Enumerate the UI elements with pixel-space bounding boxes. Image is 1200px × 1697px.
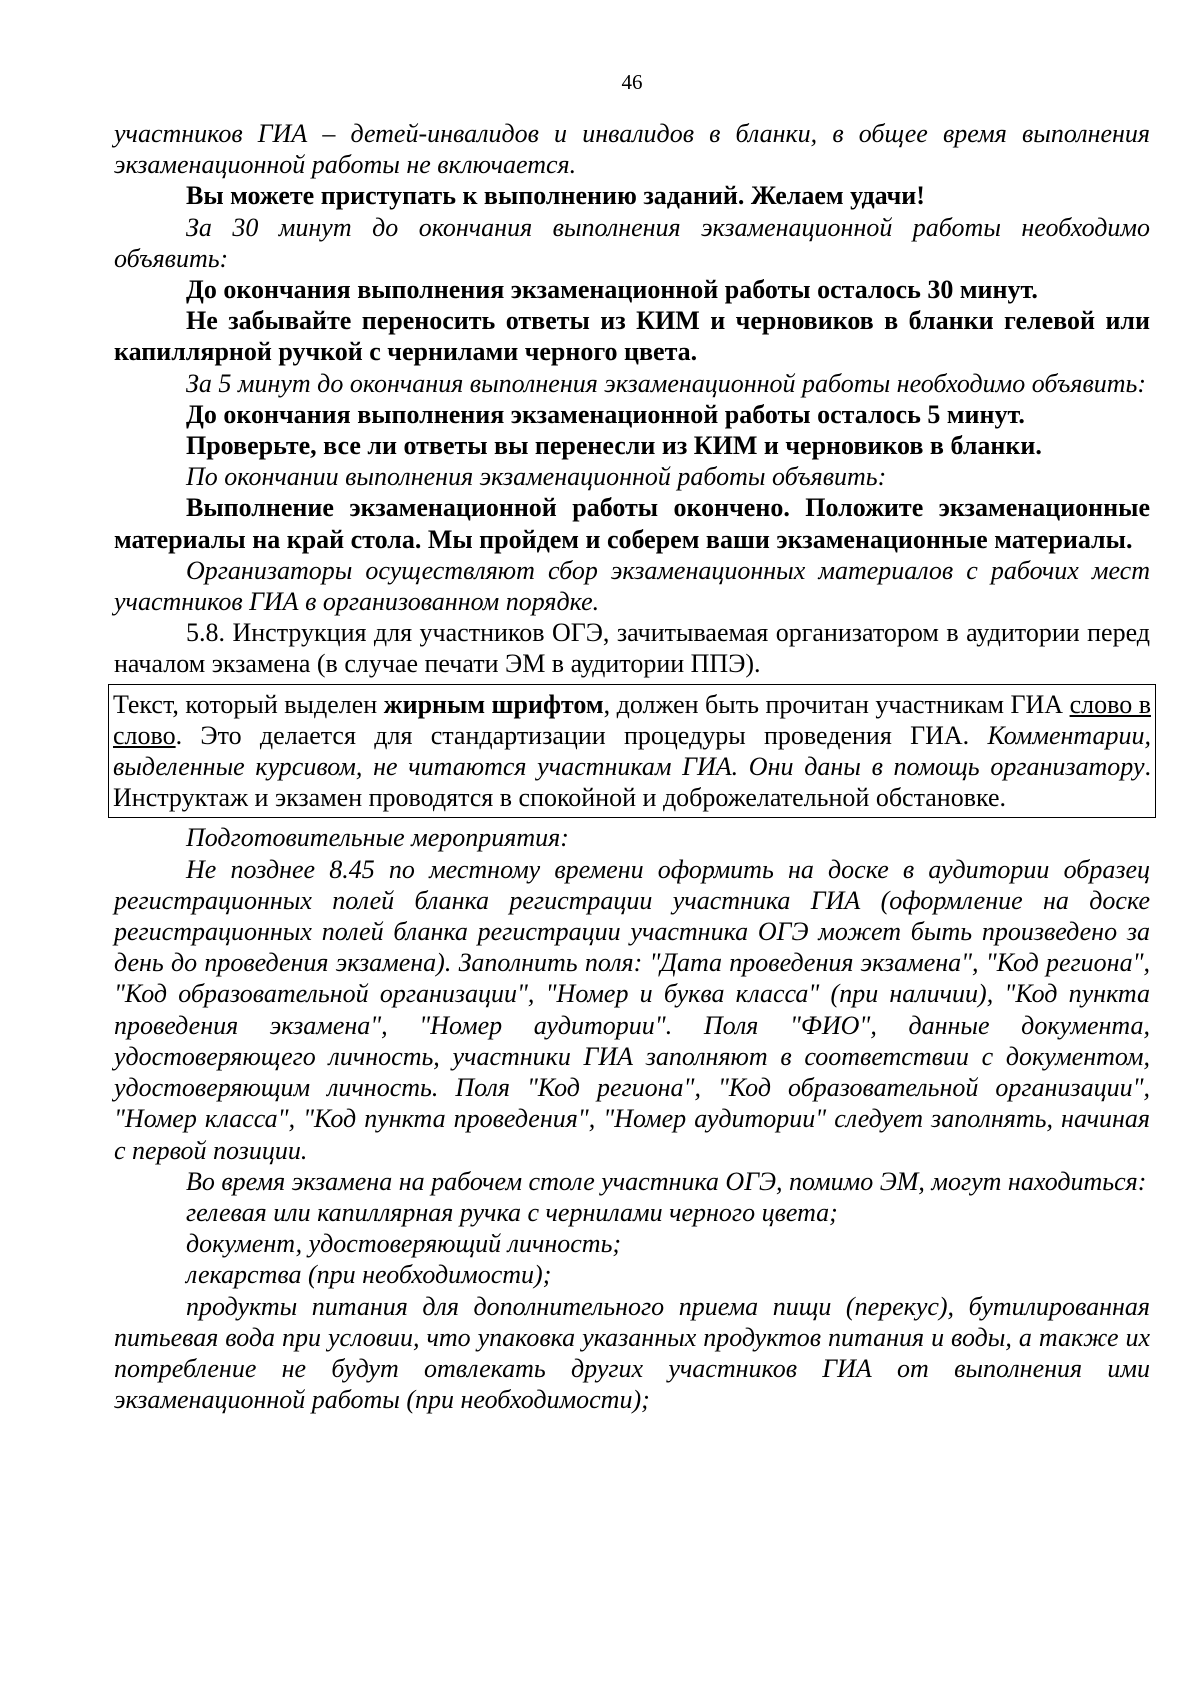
- box-text-underlined: слово в слово: [113, 689, 1151, 750]
- list-item-id-document: документ, удостоверяющий личность;: [186, 1229, 622, 1259]
- section-heading-5-8: 5.8. Инструкция для участников ОГЭ, зачитываемая организатором в аудитории перед началом экзамена (в случае печати ЭМ в аудитории ППЭ).: [114, 618, 1150, 679]
- box-text-3: , должен быть прочитан участникам ГИА: [603, 689, 1070, 719]
- box-text-7: . Инструктаж и экзамен проводятся в спокойной и доброжелательной обстановке.: [113, 752, 1151, 813]
- paragraph-intro: участников ГИА – детей-инвалидов и инвалидов в бланки, в общее время выполнения экзаменационной работы не включается.: [114, 119, 1150, 180]
- paragraph-preparation-text: Не позднее 8.45 по местному времени оформить на доске в аудитории образец регистрационных полей бланка регистрации участника ГИА (оформление на доске регистрационных полей бланка регистрации участника ОГЭ может быть произведено за день до проведения экзамена). Заполнить поля: "Дата проведения экзамена", "Код региона", "Код образовательной организации", "Номер и буква класса" (при наличии), "Код пункта проведения экзамена", "Номер аудитории". Поля "ФИО", данные документа, удостоверяющего личность, участники ГИА заполняют в соответствии с документом, удостоверяющим личность. Поля "Код региона", "Код образовательной организации", "Номер класса", "Код пункта проведения", "Номер аудитории" следует заполнять, начиная с первой позиции.: [114, 854, 1150, 1165]
- paragraph-transfer-reminder: Не забывайте переносить ответы из КИМ и черновиков в бланки гелевой или капиллярной ручкой с чернилами черного цвета.: [114, 306, 1150, 367]
- instruction-box-text: [113, 689, 1151, 814]
- paragraph-30-min-announcement: До окончания выполнения экзаменационной работы осталось 30 минут.: [186, 275, 1038, 305]
- paragraph-collection-note: Организаторы осуществляют сбор экзаменационных материалов с рабочих мест участников ГИА в организованном порядке.: [114, 555, 1150, 617]
- document-page: [114, 70, 1150, 1415]
- list-item-pen: гелевая или капиллярная ручка с чернилами черного цвета;: [186, 1197, 838, 1227]
- paragraph-5-min-note: За 5 минут до окончания выполнения экзаменационной работы необходимо объявить:: [186, 368, 1146, 398]
- box-text-bold: жирным шрифтом: [383, 689, 604, 719]
- paragraph-preparation-heading: Подготовительные мероприятия:: [186, 823, 569, 853]
- list-item-medicine: лекарства (при необходимости);: [186, 1260, 552, 1290]
- paragraph-check-reminder: Проверьте, все ли ответы вы перенесли из КИМ и черновиков в бланки.: [186, 431, 1042, 461]
- paragraph-end-note: По окончании выполнения экзаменационной работы объявить:: [186, 462, 887, 492]
- box-text-5: . Это делается для стандартизации процедуры проведения ГИА.: [175, 720, 988, 750]
- page-number: 46: [621, 70, 643, 94]
- box-text-1: Текст, который выделен: [113, 689, 384, 719]
- paragraph-desk-items-intro: Во время экзамена на рабочем столе участника ОГЭ, помимо ЭМ, могут находиться:: [186, 1166, 1147, 1196]
- box-text-italic: Комментарии, выделенные курсивом, не читаются участникам ГИА. Они даны в помощь организатору: [113, 720, 1151, 782]
- paragraph-end-announcement: Выполнение экзаменационной работы окончено. Положите экзаменационные материалы на край стола. Мы пройдем и соберем ваши экзаменационные материалы.: [114, 493, 1150, 554]
- paragraph-start-announcement: Вы можете приступать к выполнению заданий. Желаем удачи!: [186, 181, 925, 211]
- instruction-box: [108, 684, 1156, 819]
- paragraph-30-min-note: За 30 минут до окончания выполнения экзаменационной работы необходимо объявить:: [114, 212, 1150, 273]
- list-item-food: продукты питания для дополнительного приема пищи (перекус), бутилированная питьевая вода при условии, что упаковка указанных продуктов питания и воды, а также их потребление не будут отвлекать других участников ГИА от выполнения ими экзаменационной работы (при необходимости);: [114, 1291, 1150, 1415]
- paragraph-5-min-announcement: До окончания выполнения экзаменационной работы осталось 5 минут.: [186, 399, 1025, 429]
